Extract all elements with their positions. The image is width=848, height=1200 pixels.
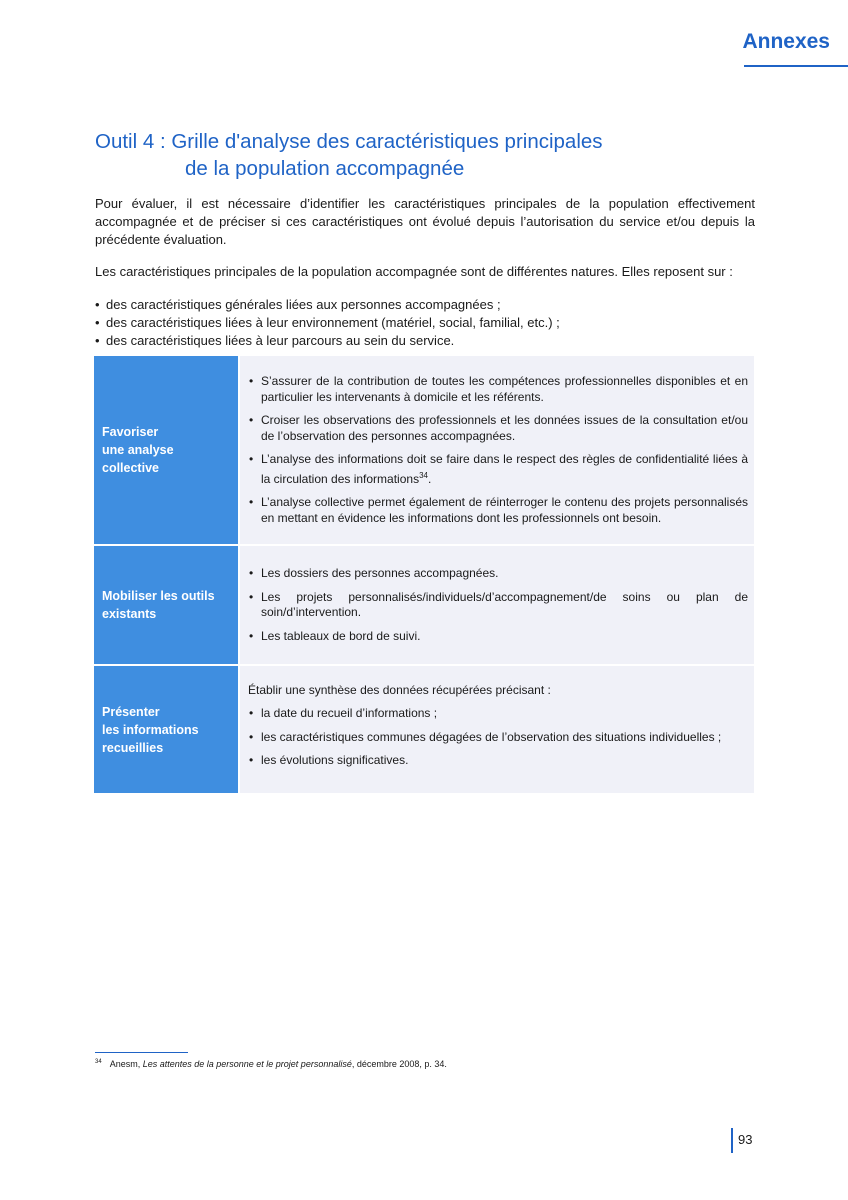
list-item [248,452,748,487]
row-content-presenter [239,665,754,793]
label-line: Favoriser [102,425,159,439]
label-line: recueillies [102,740,164,755]
list-item: • Les projets personnalisés/individuels/d’accompagnement/de soins ou plan de soin/d’intervention. [248,590,748,621]
header-rule [744,65,848,67]
title-line-2: de la population accompagnée [185,157,465,180]
row-label-mobiliser [94,545,239,665]
row-label-presenter [94,665,239,793]
table-row [94,356,754,545]
list-item: • Croiser les observations des professionnels et les données issues de la consultation et/ou de l’observation des personnes accompagnées. [248,413,748,444]
table-row [94,545,754,665]
list-item: • Les tableaux de bord de suivi. [248,629,748,645]
list-item: • L’analyse collective permet également de réinterroger le contenu des projets personnalisés en mettant en évidence les informations dont les professionnels ont besoin. [248,495,748,526]
label-line: existants [102,607,157,621]
footnote-number: 34 [95,1059,102,1065]
row-lead-text: Établir une synthèse des données récupérées précisant : [248,682,551,697]
list-item: • S’assurer de la contribution de toutes les compétences professionnelles disponibles et en particulier les intervenants à domicile et les référents. [248,374,748,405]
footnote-prefix: Anesm, [109,1059,143,1069]
footnote-title: Les attentes de la personne et le projet personnalisé [142,1059,352,1069]
list-item: • les caractéristiques communes dégagées de l’observation des situations individuelles ; [248,730,748,746]
label-line: les informations [102,722,199,737]
title-line-1: Outil 4 : Grille d'analyse des caractéristiques principales [95,130,603,153]
page-number: 93 [738,1132,753,1147]
page-title [95,128,775,182]
section-header: Annexes [742,30,830,53]
list-item: • les évolutions significatives. [248,753,748,769]
analysis-grid [94,356,754,793]
list-item: • des caractéristiques liées à leur parcours au sein du service. [95,332,755,350]
label-line: une analyse [102,443,174,457]
list-item: • des caractéristiques générales liées aux personnes accompagnées ; [95,296,755,314]
item-text-tail: . [427,471,432,486]
list-item: • la date du recueil d’informations ; [248,706,748,722]
natures-intro: Les caractéristiques principales de la population accompagnée sont de différentes natures. Elles reposent sur : [95,264,733,279]
list-item: • Les dossiers des personnes accompagnées. [248,566,748,582]
row-label-favoriser [94,356,239,545]
row-content-favoriser [239,356,754,545]
row-content-mobiliser [239,545,754,665]
label-line: Présenter [102,704,160,719]
natures-list [95,296,755,350]
list-item: • des caractéristiques liées à leur environnement (matériel, social, familial, etc.) ; [95,314,755,332]
label-line: Mobiliser les outils [102,589,215,603]
page-number-bar [731,1128,733,1153]
intro-paragraph: Pour évaluer, il est nécessaire d’identifier les caractéristiques principales de la population effectivement accompagnée et de préciser si ces caractéristiques ont évolué depuis l’autorisation du service et/ou depuis la précédente évaluation. [95,196,755,247]
item-text: L’analyse des informations doit se faire dans le respect des règles de confidentialité liées à la circulation des informations [261,452,748,486]
footnote-suffix: , décembre 2008, p. 34. [351,1059,447,1069]
table-row [94,665,754,793]
footnote [95,1059,447,1069]
label-line: collective [102,461,159,475]
footnote-rule [95,1052,188,1053]
footnote-ref[interactable]: 34 [419,470,428,480]
